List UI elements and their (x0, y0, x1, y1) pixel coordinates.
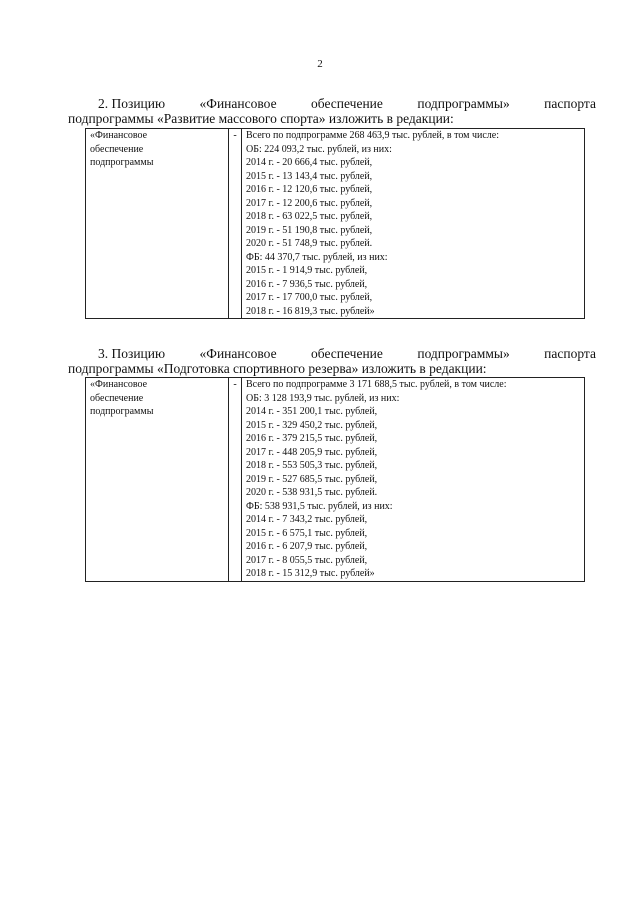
financing-line: 2016 г. - 6 207,9 тыс. рублей, (246, 541, 368, 552)
label-line: «Финансовое (90, 130, 148, 141)
financing-line: 2016 г. - 7 936,5 тыс. рублей, (246, 278, 368, 290)
financing-line: 2018 г. - 15 312,9 тыс. рублей» (246, 568, 375, 579)
financing-line: 2018 г. - 553 505,3 тыс. рублей, (246, 460, 378, 471)
label-line: обеспечение (90, 143, 144, 155)
label-line: «Финансовое (90, 379, 148, 390)
heading-line-2: подпрограммы «Подготовка спортивного резерва» изложить в редакции: (68, 361, 487, 376)
heading-word: «Финансовое (199, 96, 277, 111)
financing-line: 2015 г. - 6 575,1 тыс. рублей, (246, 527, 368, 539)
financing-line: 2019 г. - 51 190,8 тыс. рублей, (246, 224, 373, 236)
financing-line: 2017 г. - 17 700,0 тыс. рублей, (246, 292, 373, 303)
financing-table-sport-reserve (85, 377, 585, 582)
position-label-cell (86, 378, 229, 582)
heading-line-2: подпрограммы «Развитие массового спорта» изложить в редакции: (68, 111, 454, 126)
dash-cell: - (229, 378, 242, 582)
financing-line: 2014 г. - 7 343,2 тыс. рублей, (246, 514, 368, 525)
heading-word: подпрограммы» (417, 96, 510, 111)
heading-word: паспорта (544, 346, 596, 361)
financing-line: 2017 г. - 12 200,6 тыс. рублей, (246, 197, 373, 209)
heading-word: обеспечение (311, 96, 383, 111)
financing-line: 2015 г. - 13 143,4 тыс. рублей, (246, 170, 373, 182)
label-line: подпрограммы (90, 157, 154, 168)
financing-line: Всего по подпрограмме 268 463,9 тыс. рублей, в том числе: (246, 130, 500, 141)
financing-line: 2015 г. - 1 914,9 тыс. рублей, (246, 265, 368, 276)
heading-word: 2. Позицию (98, 96, 166, 111)
heading-word: обеспечение (311, 346, 383, 361)
table-row (86, 129, 585, 319)
financing-line: 2019 г. - 527 685,5 тыс. рублей, (246, 473, 378, 485)
heading-line-1 (68, 346, 596, 361)
section-3-heading (68, 346, 596, 376)
label-line: подпрограммы (90, 406, 154, 417)
financing-line: 2015 г. - 329 450,2 тыс. рублей, (246, 419, 378, 431)
financing-line: 2017 г. - 8 055,5 тыс. рублей, (246, 554, 368, 566)
dash-cell: - (229, 129, 242, 319)
page-number: 2 (317, 58, 323, 70)
label-line: обеспечение (90, 392, 144, 404)
financing-line: ОБ: 3 128 193,9 тыс. рублей, из них: (246, 392, 400, 404)
position-label-cell (86, 129, 229, 319)
financing-line: 2016 г. - 12 120,6 тыс. рублей, (246, 184, 373, 195)
financing-line: 2016 г. - 379 215,5 тыс. рублей, (246, 433, 378, 444)
financing-line: 2017 г. - 448 205,9 тыс. рублей, (246, 446, 378, 458)
financing-line: 2018 г. - 16 819,3 тыс. рублей» (246, 305, 375, 317)
financing-content-cell (242, 378, 585, 582)
heading-word: паспорта (544, 96, 596, 111)
heading-line-1 (68, 96, 596, 111)
financing-line: ФБ: 44 370,7 тыс. рублей, из них: (246, 251, 388, 263)
financing-table-sport-development (85, 128, 585, 319)
financing-content-cell (242, 129, 585, 319)
financing-line: 2014 г. - 351 200,1 тыс. рублей, (246, 406, 378, 417)
section-2-heading (68, 96, 596, 126)
financing-line: ОБ: 224 093,2 тыс. рублей, из них: (246, 143, 392, 155)
heading-word: 3. Позицию (98, 346, 166, 361)
financing-line: 2014 г. - 20 666,4 тыс. рублей, (246, 157, 373, 168)
heading-word: «Финансовое (199, 346, 277, 361)
financing-line: 2020 г. - 538 931,5 тыс. рублей. (246, 487, 378, 498)
financing-line: 2020 г. - 51 748,9 тыс. рублей. (246, 238, 373, 249)
financing-line: 2018 г. - 63 022,5 тыс. рублей, (246, 211, 373, 222)
table-row (86, 378, 585, 582)
financing-line: Всего по подпрограмме 3 171 688,5 тыс. рублей, в том числе: (246, 379, 507, 390)
heading-word: подпрограммы» (417, 346, 510, 361)
financing-line: ФБ: 538 931,5 тыс. рублей, из них: (246, 500, 393, 512)
